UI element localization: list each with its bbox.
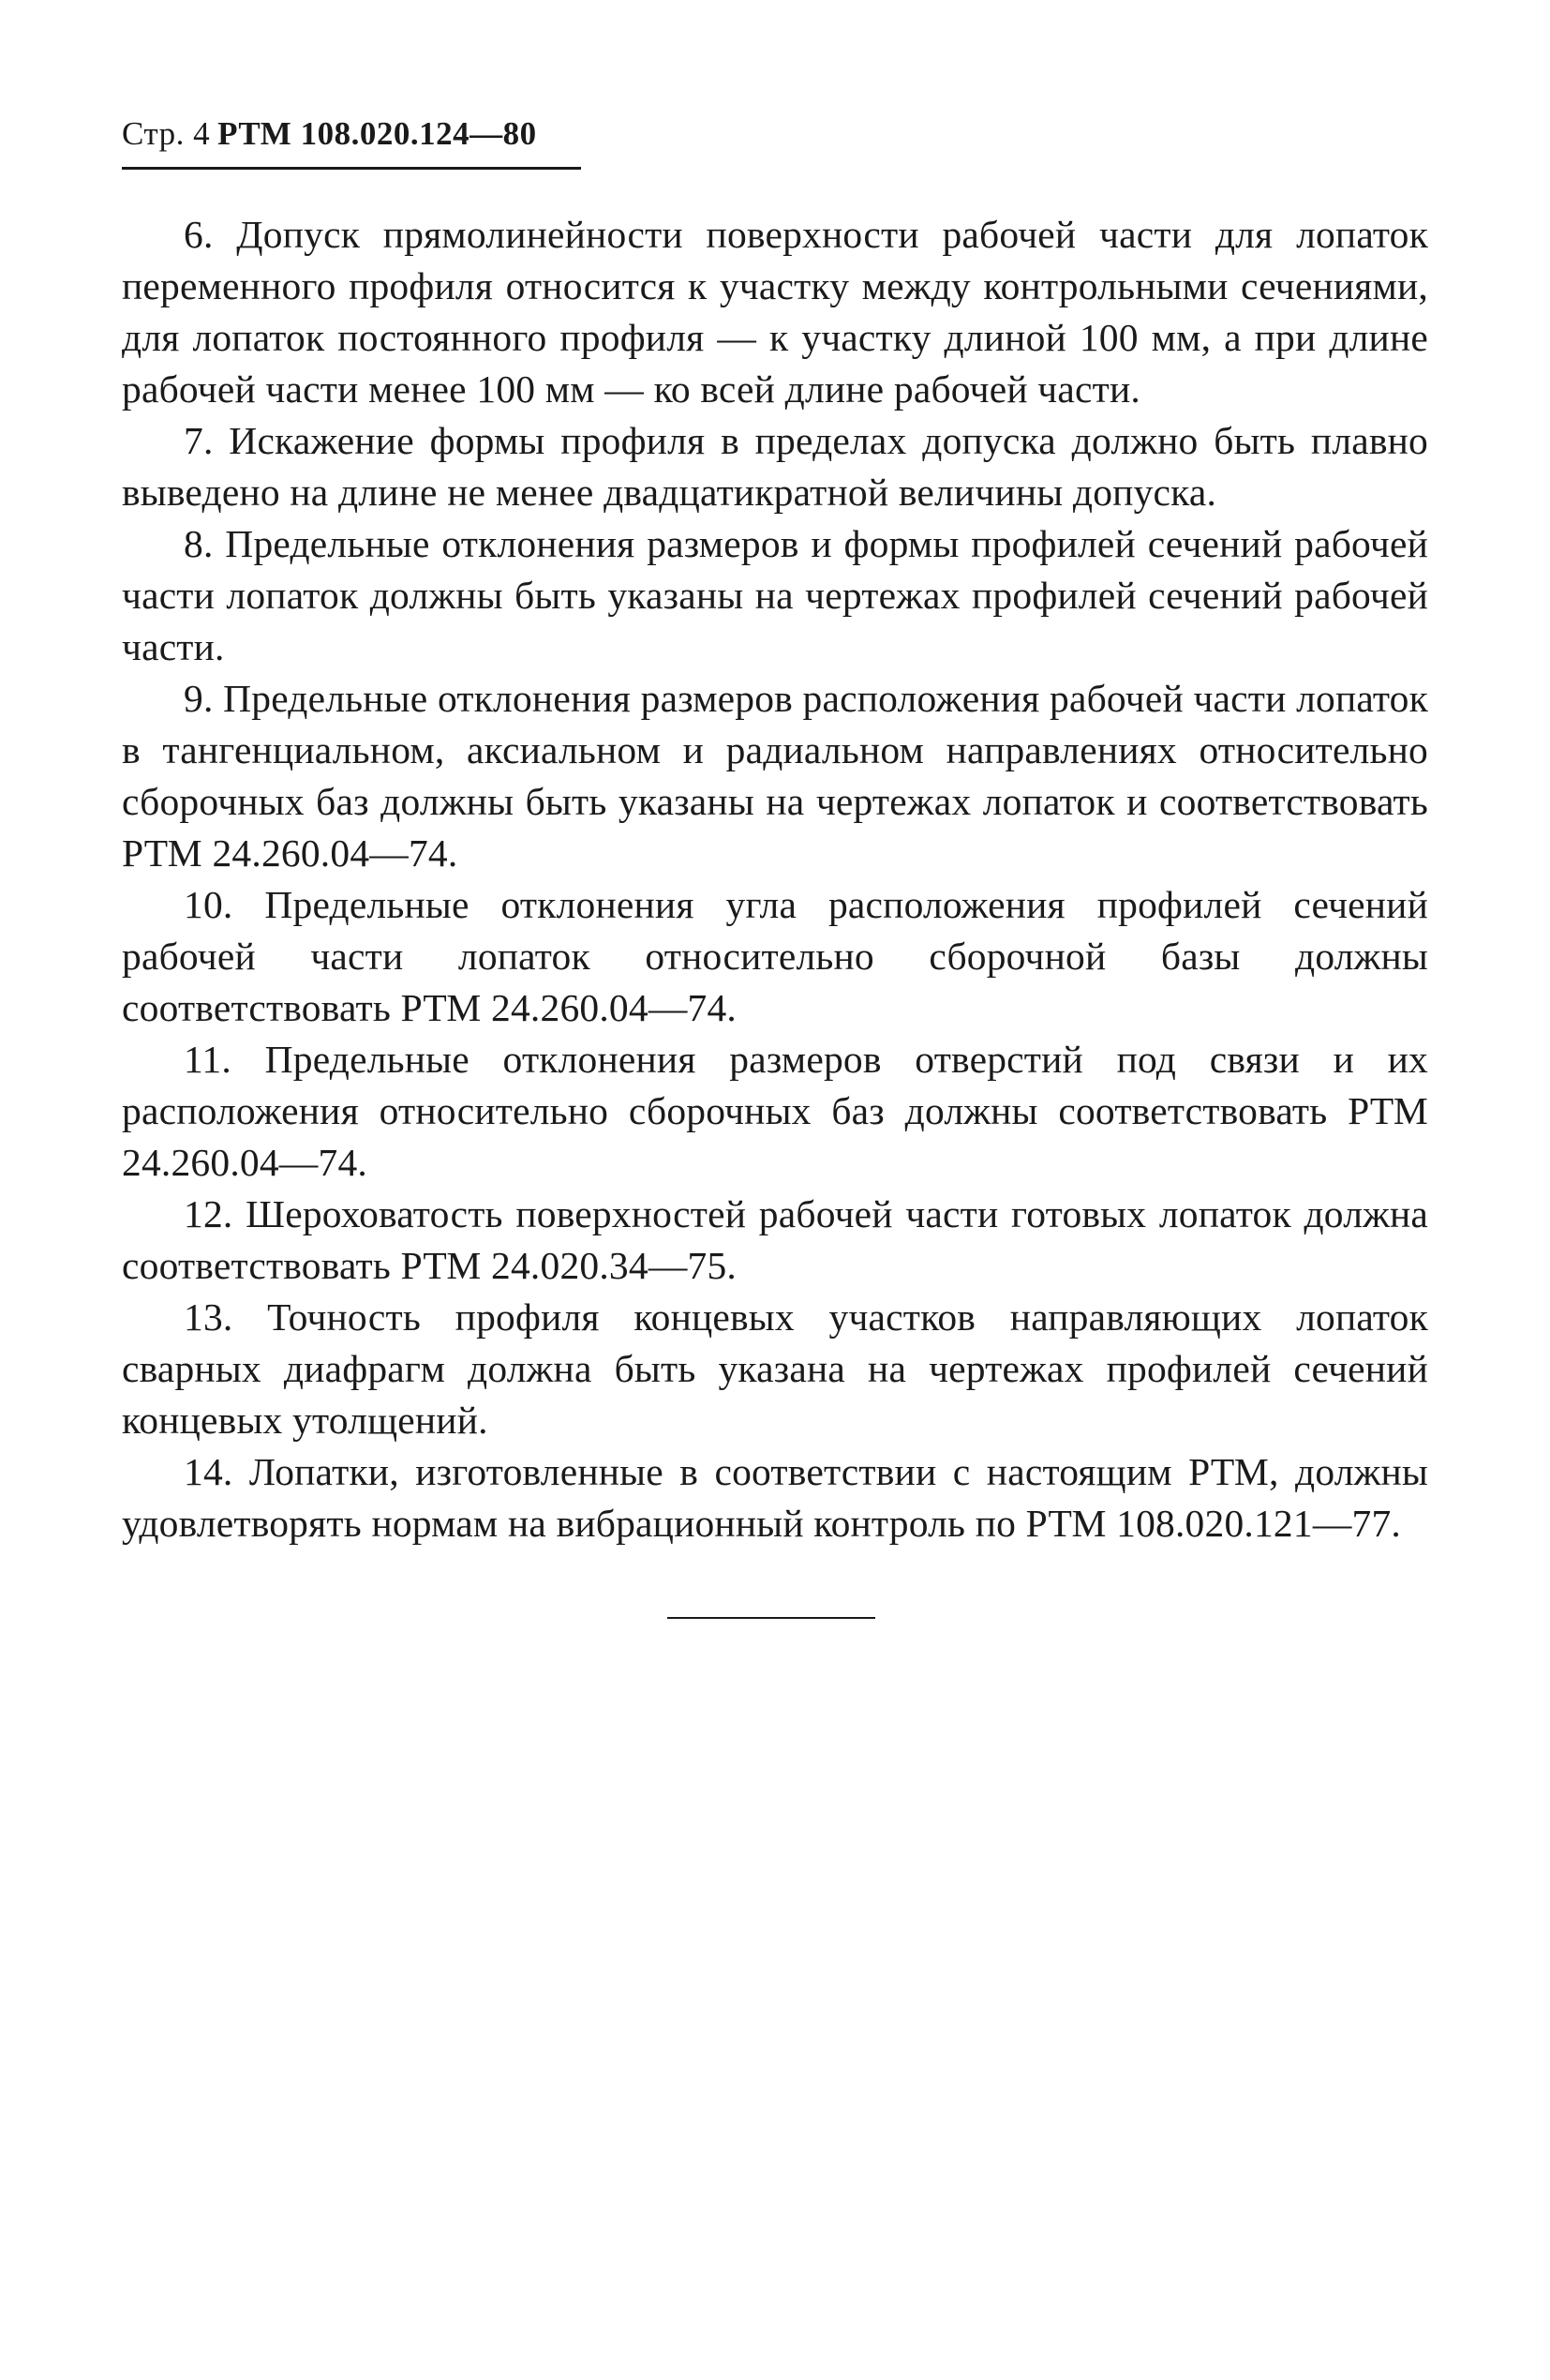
page-number: Стр. 4 bbox=[122, 115, 211, 152]
clause-11: 11. Предельные отклонения размеров отверстий под связи и их расположения относительно сборочных баз должны соответствовать РТМ 24.260.04—74. bbox=[122, 1038, 1428, 1184]
document-code: РТМ 108.020.124—80 bbox=[217, 115, 537, 152]
clause-10: 10. Предельные отклонения угла расположения профилей сечений рабочей части лопаток относительно сборочной базы должны соответствовать РТМ 24.260.04—74. bbox=[122, 883, 1428, 1029]
clause-7: 7. Искажение формы профиля в пределах допуска должно быть плавно выведено на длине не менее двадцатикратной величины допуска. bbox=[122, 419, 1428, 514]
document-body bbox=[122, 209, 1428, 1549]
clause-14: 14. Лопатки, изготовленные в соответствии с настоящим РТМ, должны удовлетворять нормам на вибрационный контроль по РТМ 108.020.121—77. bbox=[122, 1450, 1428, 1545]
page-header bbox=[122, 115, 537, 153]
clause-13: 13. Точность профиля концевых участков направляющих лопаток сварных диафрагм должна быть указана на чертежах профилей сечений концевых утолщений. bbox=[122, 1295, 1428, 1442]
clause-6: 6. Допуск прямолинейности поверхности рабочей части для лопаток переменного профиля относится к участку между контрольными сечениями, для лопаток постоянного профиля — к участку длиной 100 мм, а при длине рабочей части менее 100 мм — ко всей длине рабочей части. bbox=[122, 213, 1428, 411]
header-underline bbox=[122, 167, 581, 170]
clause-9: 9. Предельные отклонения размеров расположения рабочей части лопаток в тангенциальном, аксиальном и радиальном направлениях относительно сборочных баз должны быть указаны на чертежах лопаток и соответствовать РТМ 24.260.04—74. bbox=[122, 677, 1428, 875]
end-of-text-rule bbox=[667, 1617, 875, 1619]
clause-8: 8. Предельные отклонения размеров и формы профилей сечений рабочей части лопаток должны быть указаны на чертежах профилей сечений рабочей части. bbox=[122, 522, 1428, 668]
clause-12: 12. Шероховатость поверхностей рабочей части готовых лопаток должна соответствовать РТМ 24.020.34—75. bbox=[122, 1192, 1428, 1287]
